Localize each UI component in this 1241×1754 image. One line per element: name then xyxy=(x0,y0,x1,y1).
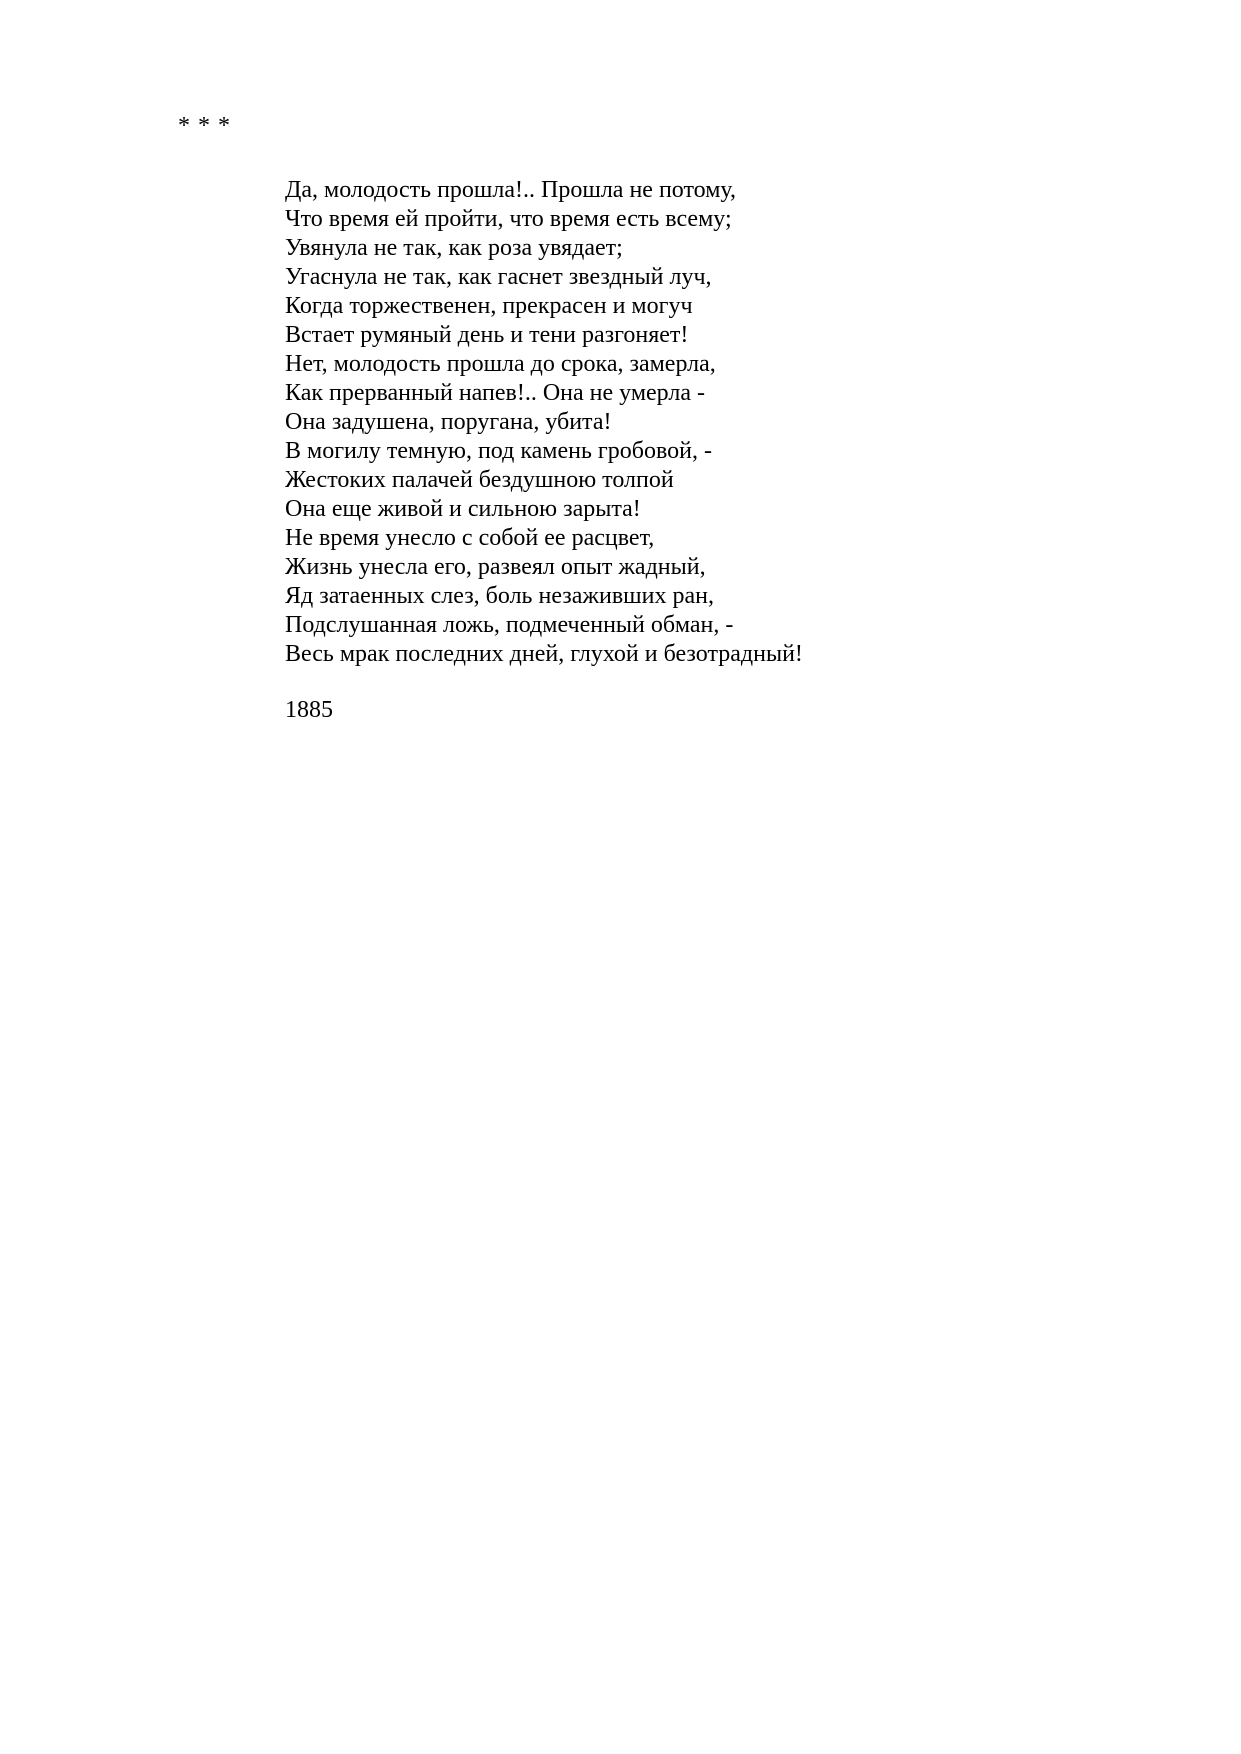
poem-line: Да, молодость прошла!.. Прошла не потому, xyxy=(285,177,736,203)
poem-line: Увянула не так, как роза увядает; xyxy=(285,235,623,261)
poem-line: Нет, молодость прошла до срока, замерла, xyxy=(285,351,716,377)
poem-line: Что время ей пройти, что время есть всему; xyxy=(285,206,732,232)
poem-line: Она еще живой и сильною зарыта! xyxy=(285,496,641,522)
poem-body xyxy=(285,176,803,669)
poem-line: Встает румяный день и тени разгоняет! xyxy=(285,322,689,348)
poem-line: Весь мрак последних дней, глухой и безотрадный! xyxy=(285,641,803,667)
poem-line: Когда торжественен, прекрасен и могуч xyxy=(285,293,693,319)
poem-line: В могилу темную, под камень гробовой, - xyxy=(285,438,712,464)
section-separator: * * * xyxy=(178,113,231,139)
poem-line: Жизнь унесла его, развеял опыт жадный, xyxy=(285,554,706,580)
poem-line: Яд затаенных слез, боль незаживших ран, xyxy=(285,583,714,609)
poem-year: 1885 xyxy=(285,697,333,723)
poem-line: Жестоких палачей бездушною толпой xyxy=(285,467,674,493)
poem-line: Не время унесло с собой ее расцвет, xyxy=(285,525,655,551)
poem-line: Угаснула не так, как гаснет звездный луч, xyxy=(285,264,712,290)
poem-line: Подслушанная ложь, подмеченный обман, - xyxy=(285,612,734,638)
poem-line: Она задушена, поругана, убита! xyxy=(285,409,612,435)
poem-line: Как прерванный напев!.. Она не умерла - xyxy=(285,380,705,406)
